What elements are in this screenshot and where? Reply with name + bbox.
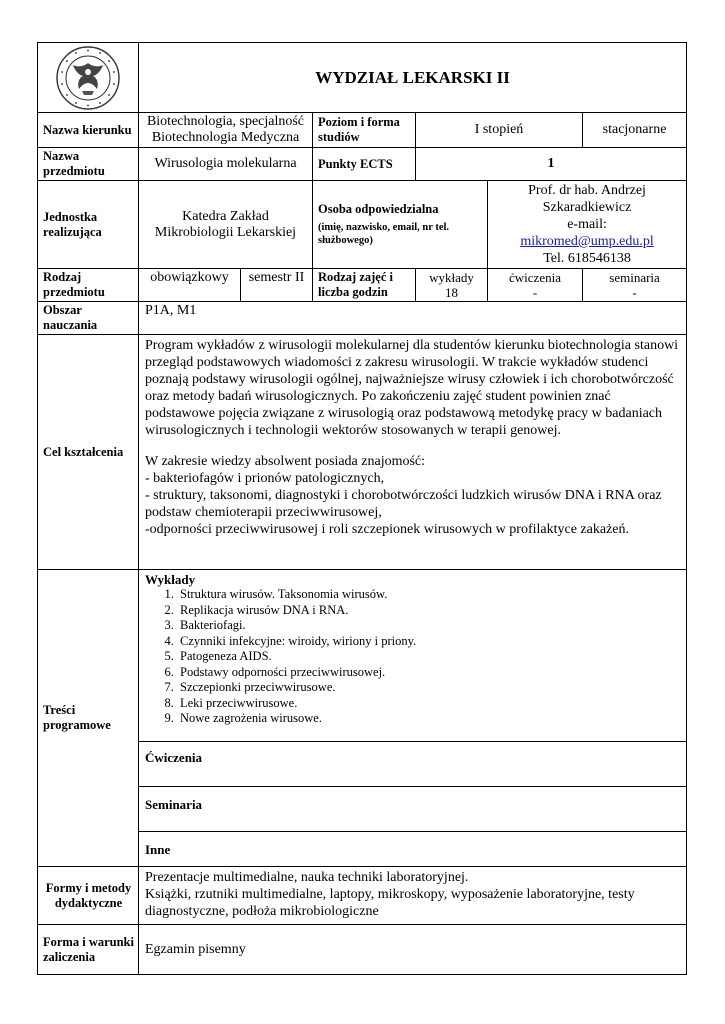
syllabus-table: [37, 42, 687, 975]
field-label-przedmiot: Nazwa przedmiotu: [38, 148, 139, 181]
field-value-cel: [139, 335, 687, 570]
field-value-przedmiot: Wirusologia molekularna: [139, 148, 313, 181]
field-value-jednostka: Katedra Zakład Mikrobiologii Lekarskiej: [139, 181, 313, 269]
seminaria-label: seminaria: [609, 270, 660, 285]
field-label-zaliczenie: Forma i warunki zaliczenia: [38, 925, 139, 975]
list-item: 9. Nowe zagrożenia wirusowe.: [177, 711, 680, 727]
cwiczenia-value: -: [532, 285, 538, 300]
field-label-formy: Formy i metody dydaktyczne: [38, 867, 139, 925]
field-label-obszar: Obszar nauczania: [38, 302, 139, 335]
field-label-tresci: Treści programowe: [38, 570, 139, 867]
cel-bullet: - struktury, taksonomi, diagnostyki i chorobotwórczości ludzkich wirusów DNA i RNA oraz podstaw chemioterapii przeciwwirusowej,: [145, 488, 662, 520]
cel-bullet: -odporności przeciwwirusowej i roli szczepionek wirusowych w profilaktyce zakażeń.: [145, 522, 629, 537]
field-value-formy: [139, 867, 687, 925]
university-seal-icon: [55, 45, 121, 111]
cel-intro: W zakresie wiedzy absolwent posiada znajomość:: [145, 454, 426, 469]
seminaria-value: -: [632, 285, 637, 300]
university-logo-cell: [38, 43, 139, 113]
wyklady-value: 18: [445, 285, 458, 300]
field-value-zaliczenie: Egzamin pisemny: [139, 925, 687, 975]
osoba-hint: (imię, nazwisko, email, nr tel. służbowego): [318, 222, 450, 246]
field-value-kierunek: Biotechnologia, specjalność Biotechnologia Medyczna: [139, 113, 313, 148]
field-label-ects: Punkty ECTS: [313, 148, 416, 181]
field-label-poziom: Poziom i forma studiów: [313, 113, 416, 148]
field-label-rodzaj: Rodzaj przedmiotu: [38, 269, 139, 302]
field-label-osoba: [313, 181, 488, 269]
field-value-semestr: semestr II: [241, 269, 313, 302]
phone-number: Tel. 618546138: [543, 251, 631, 266]
email-label: e-mail:: [567, 217, 607, 232]
osoba-name: Prof. dr hab. Andrzej Szkaradkiewicz: [528, 183, 646, 215]
wyklady-label: wykłady: [429, 270, 474, 285]
wyklady-list: [145, 587, 680, 727]
cel-bullet: - bakteriofagów i prionów patologicznych,: [145, 471, 385, 486]
faculty-title: WYDZIAŁ LEKARSKI II: [139, 43, 687, 113]
tresci-subtable: [139, 570, 686, 863]
field-label-cel: Cel kształcenia: [38, 335, 139, 570]
field-label-kierunek: Nazwa kierunku: [38, 113, 139, 148]
field-value-poziom: I stopień: [416, 113, 583, 148]
field-value-ects: 1: [416, 148, 687, 181]
field-label-jednostka: Jednostka realizująca: [38, 181, 139, 269]
list-item: 2. Replikacja wirusów DNA i RNA.: [177, 603, 680, 619]
field-value-tresci: [139, 570, 687, 867]
field-value-obszar: P1A, M1: [139, 302, 687, 335]
formy-line: Prezentacje multimedialne, nauka techniki laboratoryjnej.: [145, 870, 469, 885]
list-item: 4. Czynniki infekcyjne: wiroidy, wiriony i priony.: [177, 634, 680, 650]
cwiczenia-heading: Ćwiczenia: [139, 741, 686, 786]
inne-heading: Inne: [145, 841, 171, 857]
list-item: 5. Patogeneza AIDS.: [177, 649, 680, 665]
list-item: 8. Leki przeciwwirusowe.: [177, 696, 680, 712]
list-item: 6. Podstawy odporności przeciwwirusowej.: [177, 665, 680, 681]
wyklady-hours-cell: [416, 269, 488, 302]
wyklady-heading: Wykłady: [145, 572, 196, 587]
field-value-forma: stacjonarne: [583, 113, 687, 148]
email-link[interactable]: mikromed@ump.edu.pl: [520, 234, 654, 249]
list-item: 3. Bakteriofagi.: [177, 618, 680, 634]
list-item: 1. Struktura wirusów. Taksonomia wirusów.: [177, 587, 680, 603]
formy-line: Książki, rzutniki multimedialne, laptopy, mikroskopy, wyposażenie laboratoryjne, testy diagnostyczne, podłoża mikrobiologiczne: [145, 887, 635, 919]
wyklady-section: [139, 570, 686, 741]
cwiczenia-label: ćwiczenia: [509, 270, 561, 285]
syllabus-document: [37, 42, 686, 975]
field-value-osoba: [488, 181, 687, 269]
field-label-zajecia: Rodzaj zajęć i liczba godzin: [313, 269, 416, 302]
cwiczenia-hours-cell: [488, 269, 583, 302]
osoba-title: Osoba odpowiedzialna: [318, 202, 439, 216]
cel-paragraph: Program wykładów z wirusologii molekularnej dla studentów kierunku biotechnologia stanowi przegląd podstawowych wiadomości z zakresu wirusologii. W trakcie wykładów studenci poznają podstawy wirusologii ogólnej, najważniejsze wirusy człowiek i ich chorobotwórczość oraz metody badań wirusologicznych. Po zakończeniu zajęć student powinien znać podstawowe pojęcia związane z wirusologią oraz podstawową metodykę pracy w badaniach wirusologicznych i technologii wektorów stosowanych w terapii genowej.: [145, 338, 679, 438]
seminaria-hours-cell: [583, 269, 687, 302]
field-value-rodzaj: obowiązkowy: [139, 269, 241, 302]
list-item: 7. Szczepionki przeciwwirusowe.: [177, 680, 680, 696]
seminaria-heading: Seminaria: [139, 786, 686, 831]
